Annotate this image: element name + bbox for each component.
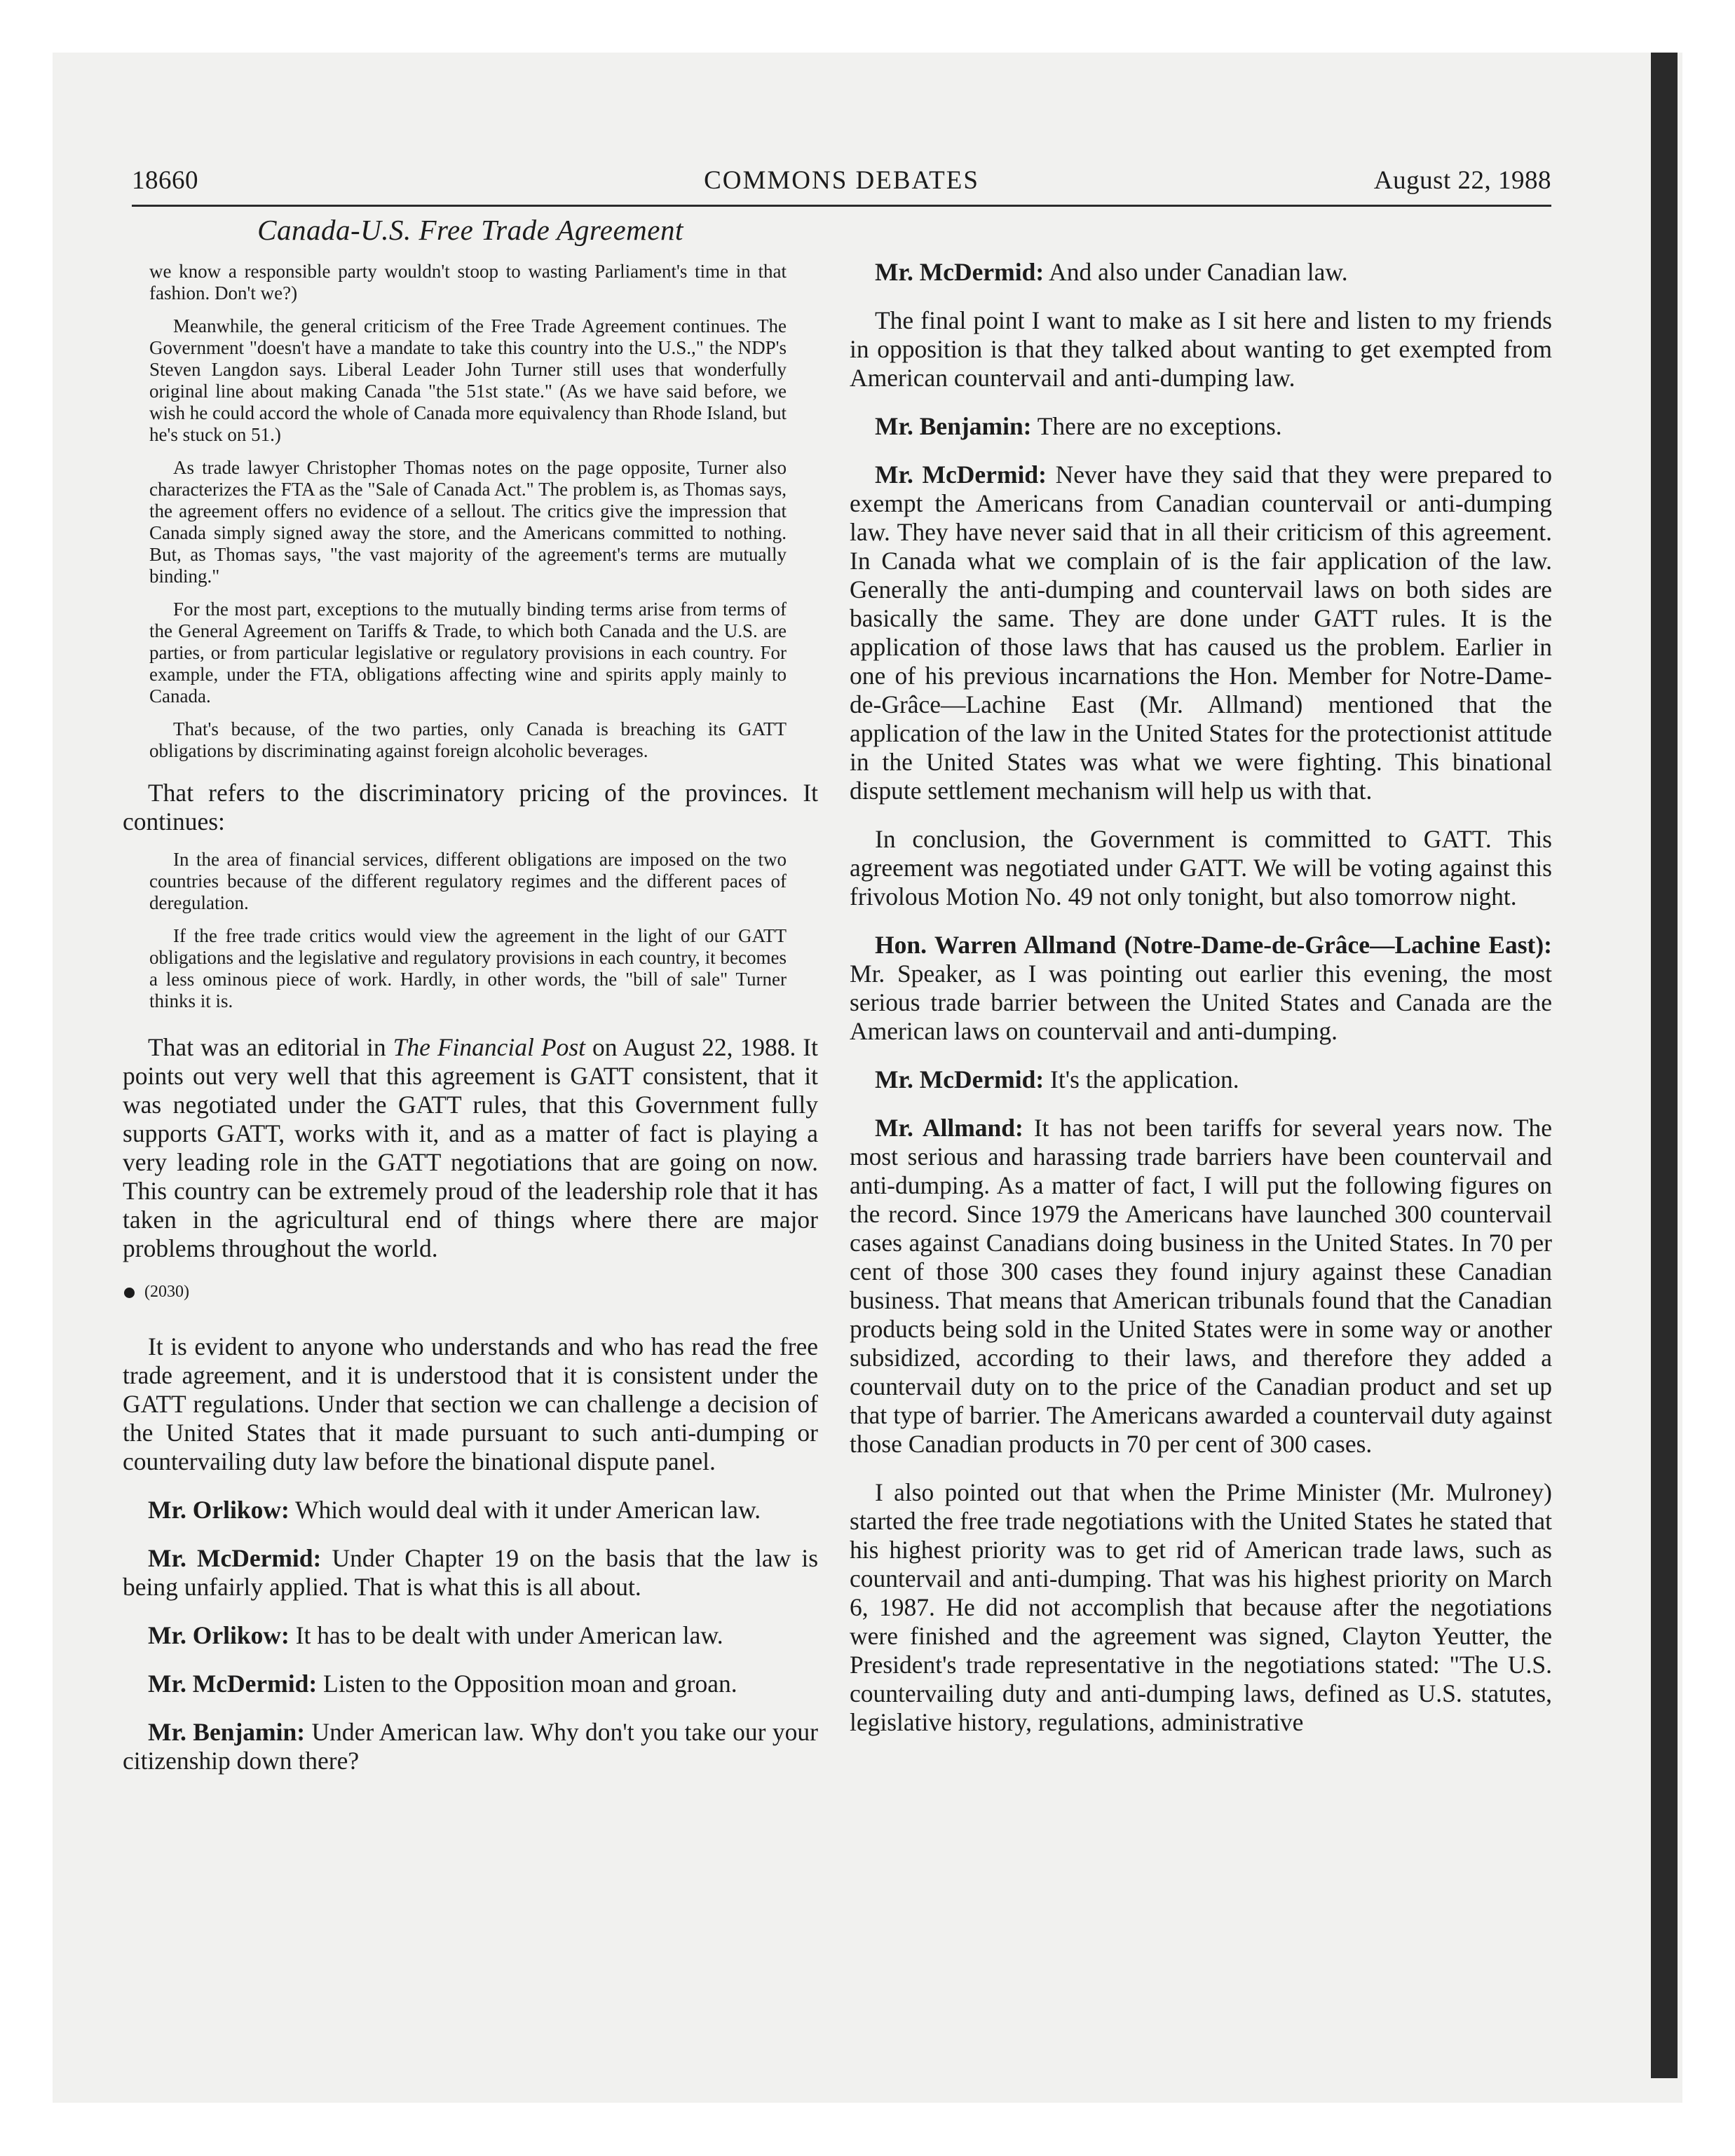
speaker-name: Mr. Orlikow: [148, 1496, 290, 1524]
speech-entry [850, 931, 1552, 1046]
speech-text: Under American law. Why don't you take our your citizenship down there? [123, 1718, 818, 1775]
publication-name: The Financial Post [393, 1033, 585, 1061]
scan-edge-bar [1651, 53, 1678, 2078]
speech-entry [123, 1496, 818, 1524]
speaker-name: Mr. McDermid: [148, 1670, 318, 1698]
speech-entry [850, 1114, 1552, 1459]
page-header [132, 165, 1551, 207]
quote-paragraph: If the free trade critics would view the agreement in the light of our GATT obligations and the legislative and regulatory provisions in each country, it becomes a less ominous piece of work. Hardly, in other words, the "bill of sale" Turner thinks it is. [149, 925, 787, 1011]
bullet-icon [124, 1288, 135, 1298]
para-text: That was an editorial in [148, 1033, 393, 1061]
speech-text: Mr. Speaker, as I was pointing out earlier this evening, the most serious trade barrier between the United States and Canada are the American laws on countervail and anti-dumping. [850, 960, 1552, 1045]
speech-entry [123, 1621, 818, 1650]
speech-entry [123, 1718, 818, 1775]
speech-text: There are no exceptions. [1037, 412, 1282, 440]
page-number: 18660 [132, 166, 198, 195]
speaker-name: Hon. Warren Allmand (Notre-Dame-de-Grâce—Lachine East): [875, 931, 1552, 959]
speech-entry [850, 460, 1552, 805]
quote-paragraph: we know a responsible party wouldn't stoop to wasting Parliament's time in that fashion. Don't we?) [149, 261, 787, 303]
quote-paragraph: Meanwhile, the general criticism of the Free Trade Agreement continues. The Government "doesn't have a mandate to take this country into the U.S.," the NDP's Steven Langdon says. Liberal Leader John Turner still uses that wonderfully original line about making Canada "the 51st state." (As we have said before, we wish he could accord the whole of Canada more equivalency than Rhode Island, but he's stuck on 51.) [149, 315, 787, 445]
time-marker [124, 1283, 818, 1302]
para-text: on August 22, 1988. It points out very well that this agreement is GATT consistent, that it was negotiated under the GATT rules, that this Government fully supports GATT, works with it, and as a matter of fact is playing a very leading role in the GATT negotiations that are going on now. This country can be extremely proud of the leadership role that it has taken in the agricultural end of things where there are major problems throughout the world. [123, 1033, 818, 1262]
speaker-name: Mr. McDermid: [875, 1065, 1045, 1093]
body-paragraph [123, 1033, 818, 1263]
speaker-name: Mr. Orlikow: [148, 1621, 290, 1649]
speech-text: Which would deal with it under American law. [295, 1496, 761, 1524]
speech-text: Never have they said that they were prepared to exempt the Americans from Canadian countervail or anti-dumping law. They have never said that in all their criticism of this agreement. In Canada what we complain of is the fair application of the law. Generally the anti-dumping and countervail laws on both sides are basically the same. They are done under GATT rules. It is the application of those laws that has caused us the problem. Earlier in one of his previous incarnations the Hon. Member for Notre-Dame-de-Grâce—Lachine East (Mr. Allmand) mentioned that the application of the law in the United States for the protectionist attitude in the United States was what we were fighting. This binational dispute settlement mechanism will help us with that. [850, 460, 1552, 805]
body-paragraph: In conclusion, the Government is committed to GATT. This agreement was negotiated under GATT. We will be voting against this frivolous Motion No. 49 not only tonight, but also tomorrow night. [850, 825, 1552, 910]
speech-text: It's the application. [1050, 1065, 1239, 1093]
quote-paragraph: That's because, of the two parties, only Canada is breaching its GATT obligations by discriminating against foreign alcoholic beverages. [149, 718, 787, 761]
section-title: Canada-U.S. Free Trade Agreement [257, 214, 683, 246]
right-column [850, 258, 1552, 1756]
speech-text: Under Chapter 19 on the basis that the law is being unfairly applied. That is what this is all about. [123, 1544, 819, 1601]
speech-text: It has to be dealt with under American law. [295, 1621, 723, 1649]
left-column [123, 210, 818, 1795]
publication-title: COMMONS DEBATES [704, 166, 979, 195]
speaker-name: Mr. McDermid: [875, 258, 1045, 286]
speech-entry [850, 258, 1552, 287]
speech-text: It has not been tariffs for several years now. The most serious and harassing trade barriers have been countervail and anti-dumping. As a matter of fact, I will put the following figures on the record. Since 1979 the Americans have launched 300 countervail cases against Canadians doing business in the United States. In 70 per cent of those 300 cases they found injury against these Canadian business. That means that American tribunals found that the Canadian products being sold in the United States were in some way or another subsidized, according to their laws, and therefore they added a countervail duty on to the price of the Canadian product and set up that type of barrier. The Americans awarded a countervail duty against those Canadian products in 70 per cent of 300 cases. [850, 1114, 1553, 1458]
speech-entry [850, 1065, 1552, 1094]
quote-paragraph: As trade lawyer Christopher Thomas notes on the page opposite, Turner also characterizes the FTA as the "Sale of Canada Act." The problem is, as Thomas says, the agreement offers no evidence of a sellout. The critics give the impression that Canada simply signed away the store, and the Americans committed to nothing. But, as Thomas says, "the vast majority of the agreement's terms are mutually binding." [149, 457, 787, 587]
body-paragraph: That refers to the discriminatory pricing of the provinces. It continues: [123, 779, 818, 835]
speech-entry [123, 1544, 818, 1602]
speaker-name: Mr. McDermid: [875, 460, 1047, 489]
quote-paragraph: In the area of financial services, different obligations are imposed on the two countries because of the different regulatory regimes and the different paces of deregulation. [149, 849, 787, 913]
speech-text: Listen to the Opposition moan and groan. [323, 1670, 737, 1698]
speech-text: And also under Canadian law. [1049, 258, 1348, 286]
speaker-name: Mr. Benjamin: [148, 1718, 306, 1746]
speaker-name: Mr. Benjamin: [875, 412, 1032, 440]
body-paragraph: The final point I want to make as I sit here and listen to my friends in opposition is that they talked about wanting to get exempted from American countervail and anti-dumping law. [850, 306, 1552, 392]
body-paragraph: It is evident to anyone who understands and who has read the free trade agreement, and it is understood that it is consistent under the GATT regulations. Under that section we can challenge a decision of the United States that it made pursuant to such anti-dumping or countervailing duty law before the binational dispute panel. [123, 1332, 818, 1475]
body-paragraph: I also pointed out that when the Prime Minister (Mr. Mulroney) started the free trade negotiations with the United States he stated that his highest priority was to get rid of American trade laws, such as countervail and anti-dumping. That was his highest priority on March 6, 1987. He did not accomplish that because after the negotiations were finished and the agreement was signed, Clayton Yeutter, the President's trade representative in the negotiations stated: "The U.S. countervailing duty and anti-dumping laws, defined as U.S. statutes, legislative history, regulations, administrative [850, 1478, 1552, 1736]
speech-entry [850, 412, 1552, 441]
time-marker-text: (2030) [144, 1283, 189, 1301]
page-date: August 22, 1988 [1373, 166, 1551, 195]
speech-entry [123, 1670, 818, 1698]
speaker-name: Mr. McDermid: [148, 1544, 322, 1572]
speaker-name: Mr. Allmand: [875, 1114, 1023, 1142]
quote-paragraph: For the most part, exceptions to the mutually binding terms arise from terms of the General Agreement on Tariffs & Trade, to which both Canada and the U.S. are parties, or from particular legislative or regulatory provisions in each country. For example, under the FTA, obligations affecting wine and spirits apply mainly to Canada. [149, 599, 787, 707]
